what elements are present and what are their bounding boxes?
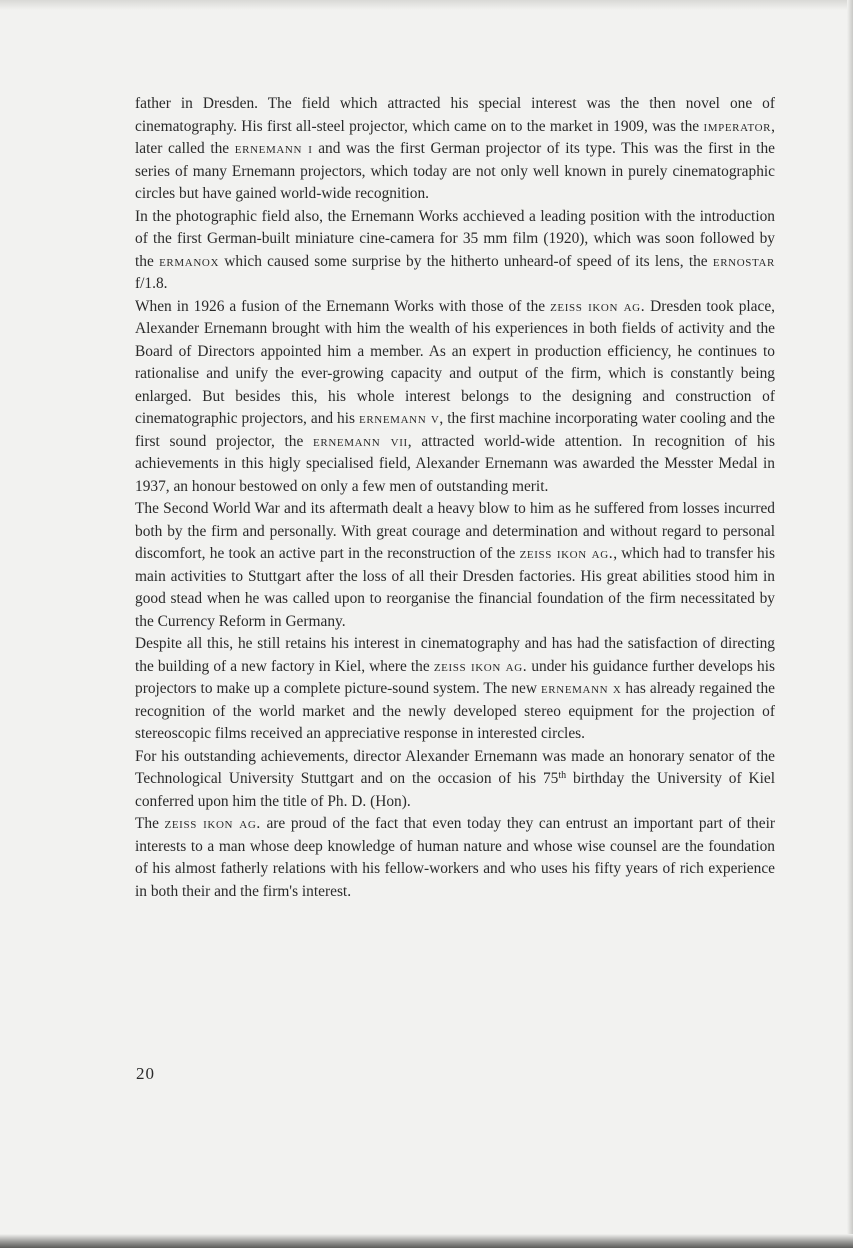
text-run: , attracted world-wide attention. In recognition of his achievements in this higly specialised field, Alexander Ernemann was awarded the Messter Medal in 1937, an honour bestowed on only a few men of outstanding merit.: [135, 432, 775, 495]
text-run: father in Dresden. The field which attracted his special interest was the then novel one of cinematography. His first all-steel projector, which came on to the market in 1909, was the: [135, 95, 775, 135]
text-run: Despite all this, he still retains his interest in cinematography and has had the satisfaction of directing the building of a new factory in Kiel, where the: [135, 635, 775, 675]
paragraph-imperator-projector: [135, 93, 775, 206]
text-run: Dresden took place, Alexander Ernemann brought with him the wealth of his experiences in both fields of activity and the Board of Directors appointed him a member. As an expert in production efficiency, he continues to rationalise and unify the ever-growing capacity and output of the firm, which is constantly being enlarged. But besides this, his whole interest belongs to the designing and construction of cinematographic projectors, and his: [135, 297, 776, 427]
small-caps-name: zeiss ikon ag.: [433, 657, 528, 675]
paragraph-kiel-factory: [135, 633, 775, 746]
small-caps-name: ernemann vii: [313, 432, 408, 450]
text-run: are proud of the fact that even today they can entrust an important part of their interests to a man whose deep knowledge of human nature and whose wise counsel are the foundation of his almost fatherly relations with his fellow-workers and who uses his fifty years of rich experience in both their and the firm's interest.: [135, 815, 775, 900]
small-caps-name: ernostar: [712, 252, 775, 270]
paragraph-zeiss-ikon-fusion: [135, 296, 775, 499]
page-right-edge: [847, 0, 853, 1248]
paragraph-second-world-war: [135, 498, 775, 633]
small-caps-name: ernemann x: [540, 680, 622, 697]
text-run: The Second World War and its aftermath dealt a heavy blow to him as he suffered from losses incurred both by the firm and personally. With great courage and determination and without regard to personal discomfort, he took an active part in the reconstruction of the: [135, 500, 775, 562]
text-run: f/1.8.: [135, 275, 168, 292]
small-caps-name: zeiss ikon ag.: [164, 815, 261, 832]
paragraph-closing: [135, 813, 775, 903]
page-bottom-edge: [0, 1234, 853, 1248]
small-caps-name: ernemann i: [234, 140, 313, 157]
text-run: , the first machine incorporating water cooling and the first sound projector, the: [135, 410, 775, 450]
page-top-edge: [0, 0, 853, 10]
text-run: , later called the: [135, 117, 775, 157]
small-caps-name: ernemann v: [359, 410, 440, 427]
small-caps-name: ermanox: [159, 252, 220, 270]
text-run: The: [135, 815, 165, 832]
small-caps-name: zeiss ikon ag.: [519, 545, 614, 562]
text-run: In the photographic field also, the Ernemann Works acchieved a leading position with the introduction of the first German-built miniature cine-camera for 35 mm film (1920), which was soon followed by the: [135, 207, 775, 270]
text-run: For his outstanding achievements, director Alexander Ernemann was made an honorary senator of the Technological University Stuttgart and on the occasion of his 75: [135, 747, 775, 787]
text-run: When in 1926 a fusion of the Ernemann Works with those of the: [135, 297, 551, 315]
paragraph-photographic-field: [135, 206, 775, 296]
small-caps-name: zeiss ikon ag.: [550, 297, 646, 315]
text-run: , which had to transfer his main activities to Stuttgart after the loss of all their Dresden factories. His great abilities stood him in good stead when he was called upon to reorganise the financial foundation of the firm necessitated by the Currency Reform in Germany.: [135, 545, 775, 630]
page-number: 20: [136, 1064, 155, 1083]
ordinal-superscript: th: [558, 770, 567, 781]
paragraph-honours: [135, 746, 775, 814]
text-run: under his guidance further develops his projectors to make up a complete picture-sound system. The new: [135, 657, 775, 697]
small-caps-name: imperator: [703, 117, 772, 135]
body-text: [135, 93, 775, 903]
text-run: has already regained the recognition of the world market and the newly developed stereo equipment for the projection of stereoscopic films received an appreciative response in interested circles.: [135, 680, 775, 742]
text-run: and was the first German projector of its type. This was the first in the series of many Ernemann projectors, which today are not only well known in purely cinematographic circles but have gained world-wide recognition.: [135, 140, 775, 202]
text-run: which caused some surprise by the hitherto unheard-of speed of its lens, the: [219, 252, 713, 270]
text-run: birthday the University of Kiel conferred upon him the title of Ph. D. (Hon).: [135, 770, 775, 810]
